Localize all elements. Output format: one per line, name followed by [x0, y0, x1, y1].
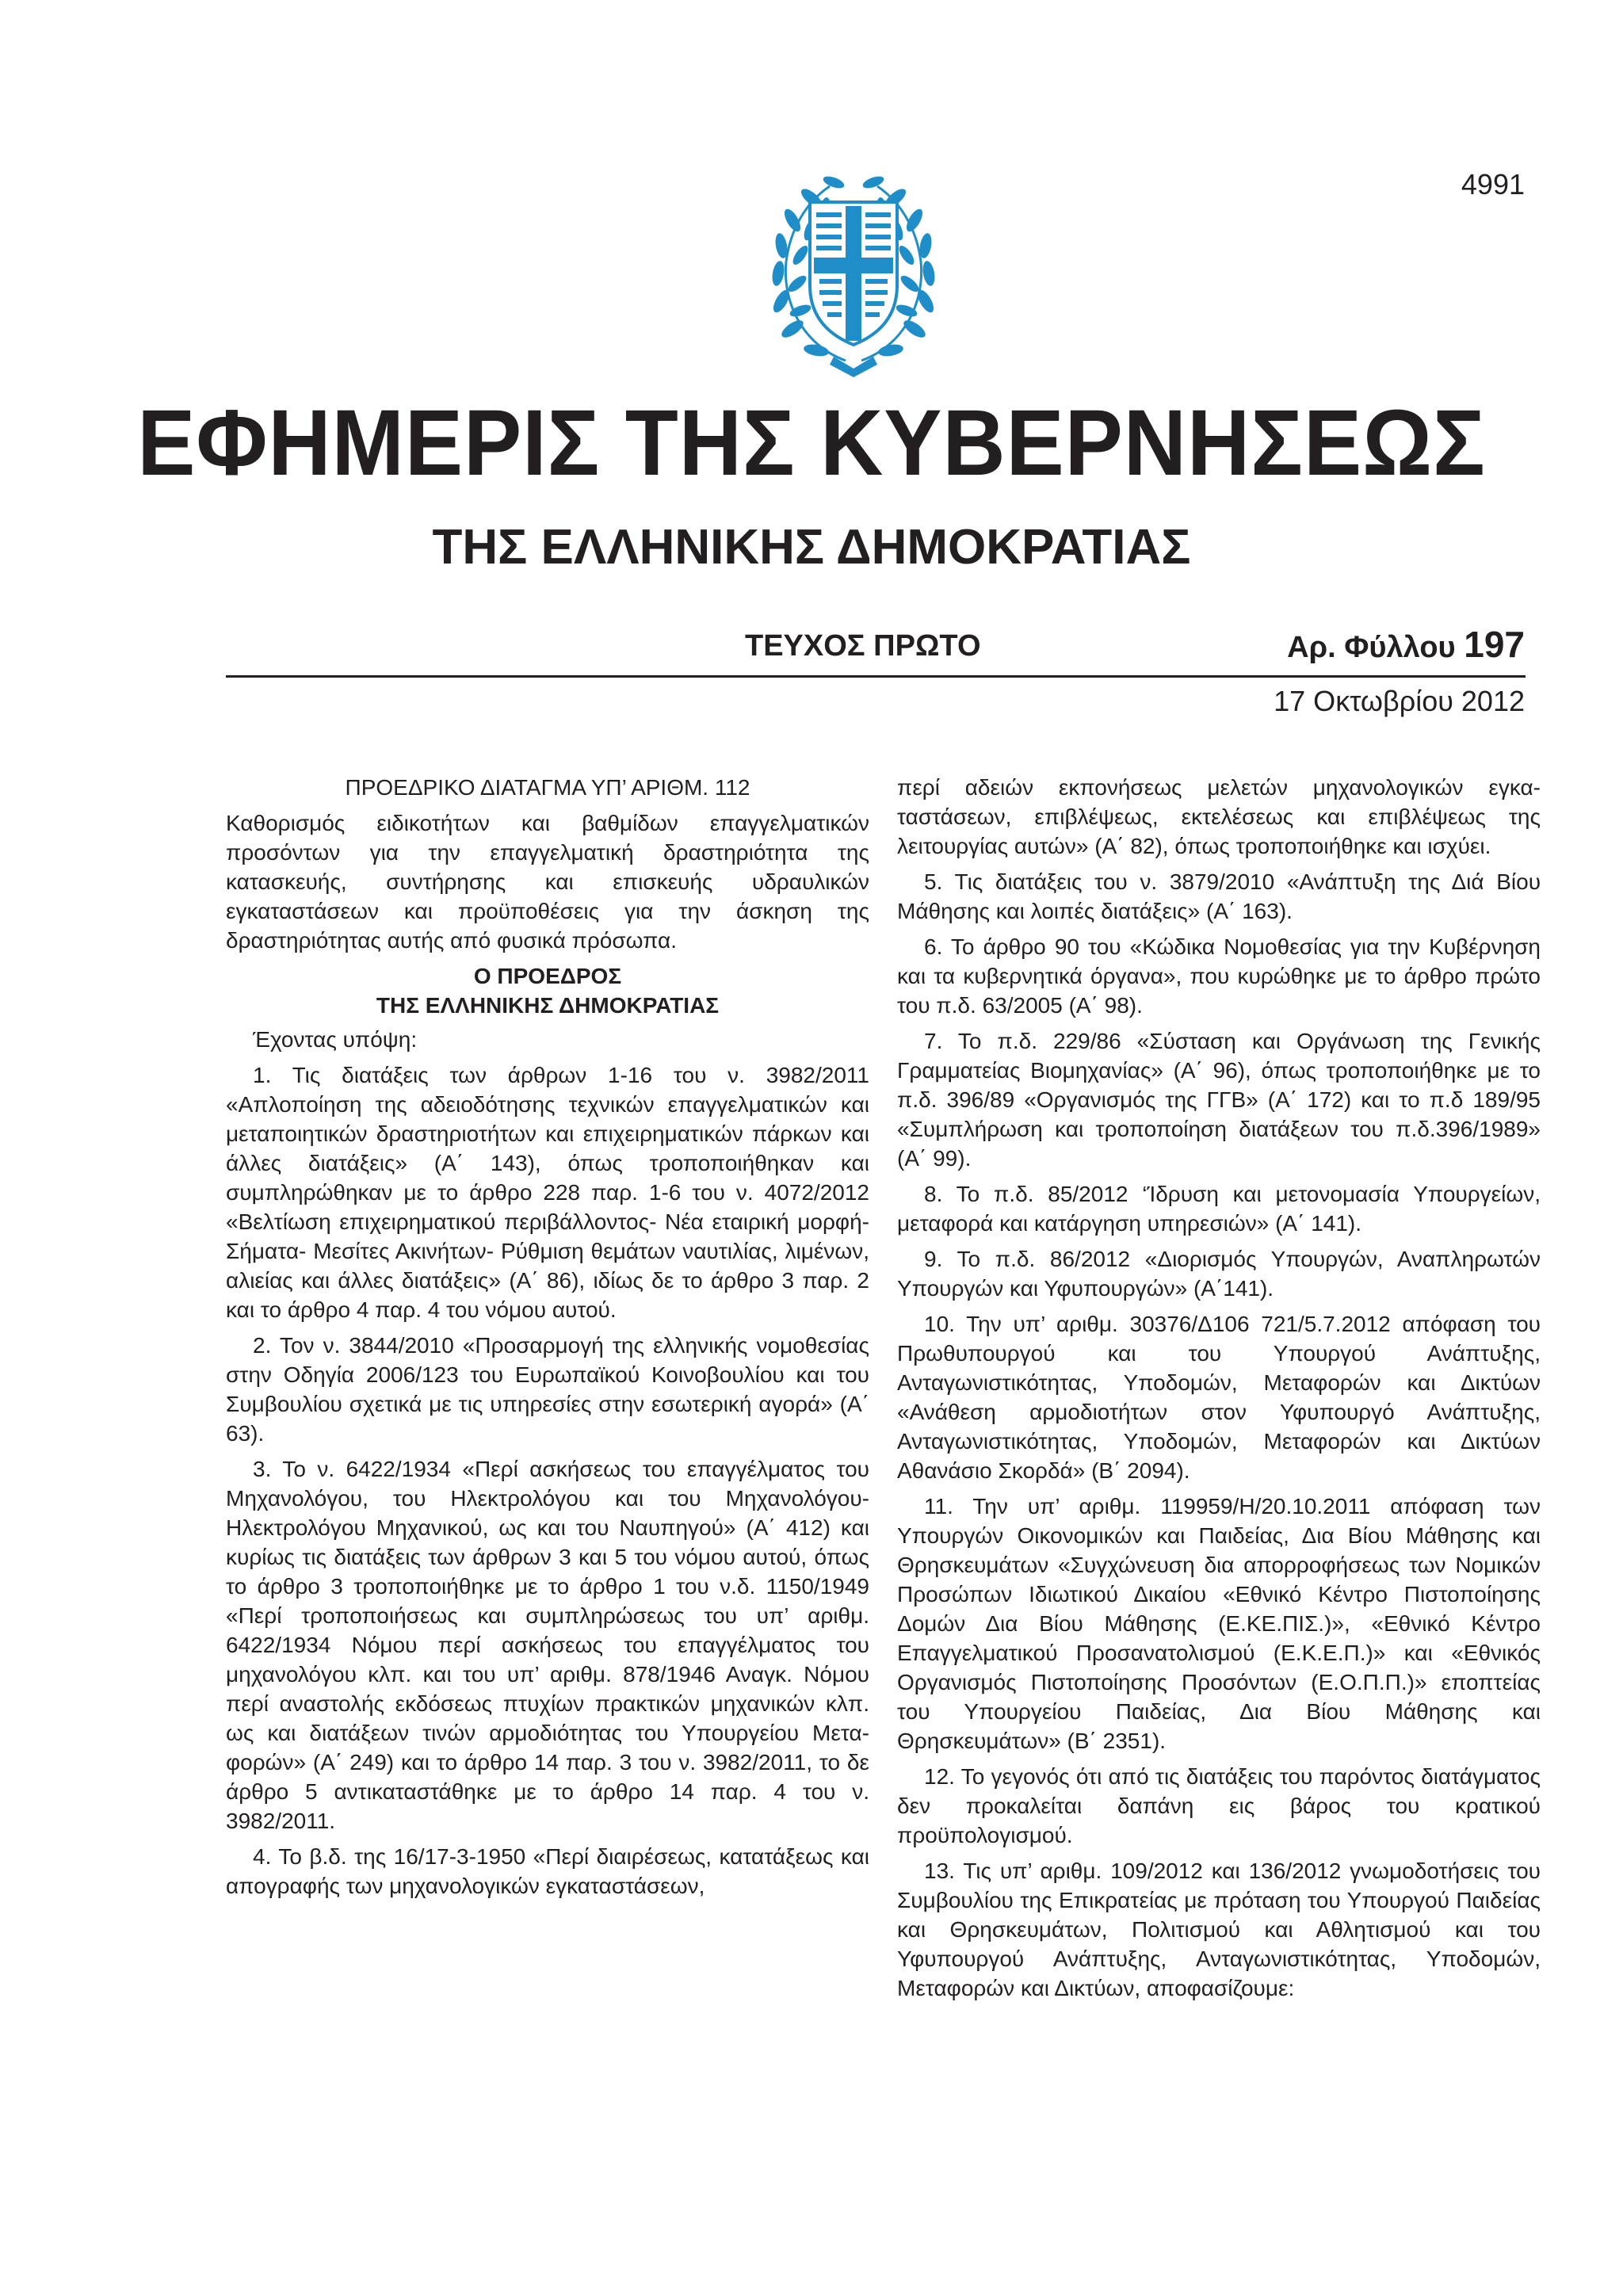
paragraph: 10. Την υπ’ αριθμ. 30376/Δ106 721/5.7.2012 απόφαση του Πρωθυπουργού και του Υπουργού Ανάπτυξης, Ανταγωνιστικότητας, Υποδομών, Μεταφορών και Δικτύων «Ανάθεση αρμοδιοτήτων στον Υφυπουργό Ανάπτυξης, Ανταγωνιστικότητας, Υποδομών, Μεταφορών και Δικτύων Αθανάσιο Σκορδά» (Β΄ 2094). [897, 1312, 1541, 1483]
page-number: 4991 [1461, 168, 1525, 201]
paragraph: 2. Τον ν. 3844/2010 «Προσαρμογή της ελληνικής νομοθεσίας στην Οδηγία 2006/123 του Ευρωπαϊκού Κοινοβουλίου και του Συμβουλίου σχετικά με τις υπηρεσίες στην εσωτερική αγορά» (Α΄ 63). [226, 1333, 869, 1446]
paragraph: 12. Το γεγονός ότι από τις διατάξεις του παρόντος διατάγματος δεν προκαλείται δαπάνη εις βάρος του κρατικού προϋπολογισμού. [897, 1764, 1541, 1847]
paragraph: 8. Το π.δ. 85/2012 ‘Ίδρυση και μετονομασία Υπουργείων, μεταφορά και κατάργηση υπηρεσιών» (Α΄ 141). [897, 1182, 1541, 1236]
paragraph: 4. Το β.δ. της 16/17-3-1950 «Περί διαιρέσεως, κατατάξεως και απογραφής των μηχανολογικών εγκαταστάσεων, [226, 1844, 869, 1898]
paragraph: 9. Το π.δ. 86/2012 «Διορισμός Υπουργών, Αναπληρωτών Υπουργών και Υφυπουργών» (Α΄141). [897, 1247, 1541, 1301]
paragraph: 7. Το π.δ. 229/86 «Σύσταση και Οργάνωση της Γενικής Γραμματείας Βιομηχανίας» (Α΄ 96), όπως τροποποιήθηκε με το π.δ. 396/89 «Οργανισμός της ΓΓΒ» (Α΄ 172) και το π.δ 189/95 «Συμπλήρωση και τροποποίηση διατάξεων του π.δ.396/1989» (Α΄ 99). [897, 1029, 1541, 1171]
left-column [226, 773, 869, 1907]
president-heading [226, 961, 869, 1020]
right-column [897, 773, 1541, 2009]
gazette-masthead: ΕΦΗΜΕΡΙΣ ΤΗΣ ΚΥΒΕΡΝΗΣΕΩΣ [137, 391, 1486, 495]
decree-title: Καθορισμός ειδικοτήτων και βαθμίδων επαγγελματικών προσόντων για την επαγγελματική δραστηριότητα της κατασκευής, συντήρησης και επισκευής υδραυλικών εγκαταστάσεων και προϋποθέσεις για την άσκηση της δραστηριότητας αυτής από φυσικά πρόσωπα. [226, 811, 869, 953]
issue-type: ΤΕΥΧΟΣ ΠΡΩΤΟ [745, 629, 981, 663]
header-divider [226, 675, 1526, 678]
sheet-label: Αρ. Φύλλου [1287, 631, 1465, 664]
greek-coat-of-arms-icon [770, 166, 937, 380]
sheet-number [1276, 626, 1525, 663]
decree-number: ΠΡΟΕΔΡΙΚΟ ΔΙΑΤΑΓΜΑ ΥΠ’ ΑΡΙΘΜ. 112 [345, 775, 750, 800]
paragraph: 6. Το άρθρο 90 του «Κώδικα Νομοθεσίας για την Κυβέρνηση και τα κυβερνητικά όργανα», που κυρώθηκε με το άρθρο πρώτο του π.δ. 63/2005 (Α΄ 98). [897, 934, 1541, 1018]
paragraph: 11. Την υπ’ αριθμ. 119959/Η/20.10.2011 απόφαση των Υπουργών Οικονομικών και Παιδείας, Δια Βίου Μάθησης και Θρησκευμάτων «Συγχώνευση δια απορροφήσεως των Νομικών Προσώπων Ιδιωτικού Δικαίου «Εθνικό Κέντρο Πιστοποίησης Δομών Δια Βίου Μάθησης (Ε.ΚΕ.ΠΙΣ.)», «Εθνικό Κέντρο Επαγγελματικού Προσανατολισμού (Ε.Κ.Ε.Π.)» και «Εθνικός Οργανισμός Πιστοποίησης Προσόντων (Ε.Ο.Π.Π.)» εποπτείας του Υπουργείου Παιδείας, Δια Βίου Μάθησης και Θρησκευμάτων» (Β΄ 2351). [897, 1494, 1541, 1753]
paragraph: 3. Το ν. 6422/1934 «Περί ασκήσεως του επαγγέλματος του Μηχανολόγου, του Ηλεκτρολόγου και του Μηχανολόγου- Ηλεκτρολόγου Μηχανικού, ως και του Ναυπηγού» (Α΄ 412) και κυρίως τις διατάξεις των άρθρων 3 και 5 του νόμου αυτού, όπως το άρθρο 3 τροποποιήθηκε με το άρθρο 1 του ν.δ. 1150/1949 «Περί τροποποιήσεως και συμπληρώσεως του υπ’ αριθμ. 6422/1934 Νόμου περί ασκήσεως του επαγγέλματος του μηχανολόγου κλπ. και του υπ’ αριθμ. 878/1946 Αναγκ. Νόμου περί αναστολής εκδόσεως πτυχίων πρακτικών μηχανικών κλπ. ως και διατάξεων τινών αρμοδιότητας του Υπουργείου Μεταφορών» (Α΄ 249) και το άρθρο 14 παρ. 3 του ν. 3982/2011, το δε άρθρο 5 αντικαταστάθηκε με το άρθρο 14 παρ. 4 του ν. 3982/2011. [226, 1457, 869, 1833]
president-heading-line-2: ΤΗΣ ΕΛΛΗΝΙΚΗΣ ΔΗΜΟΚΡΑΤΙΑΣ [376, 993, 720, 1018]
sheet-number-value: 197 [1464, 624, 1525, 665]
paragraph: 1. Τις διατάξεις των άρθρων 1-16 του ν. 3982/2011 «Απλοποίηση της αδειοδότησης τεχνικών επαγγελματικών και μεταποιητικών δραστηριοτήτων και επιχειρηματικών πάρκων και άλλες διατάξεις» (Α΄ 143), όπως τροποποιήθηκαν και συμπληρώθηκαν με το άρθρο 228 παρ. 1-6 του ν. 4072/2012 «Βελτίωση επιχειρηματικού περιβάλλοντος- Νέα εταιρική μορφή- Σήματα- Μεσίτες Ακινήτων- Ρύθμιση θεμάτων ναυτιλίας, λιμένων, αλιείας και άλλες διατάξεις» (Α΄ 86), ιδίως δε το άρθρο 3 παρ. 2 και το άρθρο 4 παρ. 4 του νόμου αυτού. [226, 1063, 869, 1322]
paragraph: περί αδειών εκπονήσεως μελετών μηχανολογικών εγκαταστάσεων, επιβλέψεως, εκτελέσεως και επιβλέψεως της λειτουργίας αυτών» (Α΄ 82), όπως τροποποιήθηκε και ισχύει. [897, 775, 1541, 858]
having-regard: Έχοντας υπόψη: [253, 1027, 418, 1052]
paragraph: 5. Τις διατάξεις του ν. 3879/2010 «Ανάπτυξη της Διά Βίου Μάθησης και λοιπές διατάξεις» (Α΄ 163). [897, 869, 1541, 923]
president-heading-line-1: Ο ΠΡΟΕΔΡΟΣ [473, 964, 622, 988]
issue-date: 17 Οκτωβρίου 2012 [1274, 685, 1525, 717]
gazette-subtitle: ΤΗΣ ΕΛΛΗΝΙΚΗΣ ΔΗΜΟΚΡΑΤΙΑΣ [432, 520, 1191, 575]
paragraph: 13. Τις υπ’ αριθμ. 109/2012 και 136/2012 γνωμοδοτήσεις του Συμβουλίου της Επικρατείας με πρόταση του Υπουργού Παιδείας και Θρησκευμάτων, Πολιτισμού και Αθλητισμού και του Υφυπουργού Ανάπτυξης, Ανταγωνιστικότητας, Υποδομών, Μεταφορών και Δικτύων, αποφασίζουμε: [897, 1859, 1541, 2000]
